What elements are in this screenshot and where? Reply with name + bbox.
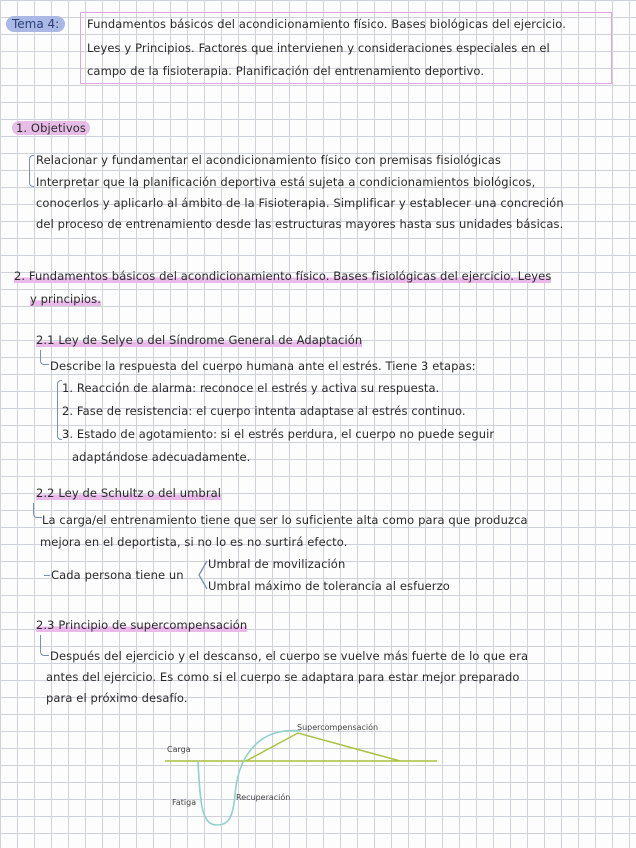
topic-title-line: Fundamentos básicos del acondicionamiento físico. Bases biológicas del ejercicio.: [87, 17, 566, 31]
topic-title-line: campo de la fisioterapia. Planificación del entrenamiento deportivo.: [87, 64, 485, 78]
subsection-heading-selye: 2.1 Ley de Selye o del Síndrome General de Adaptación: [36, 333, 363, 347]
selye-stage-cont: adaptándose adecuadamente.: [72, 450, 251, 464]
selye-stage: 3. Estado de agotamiento: si el estrés perdura, el cuerpo no puede seguir: [62, 427, 495, 441]
objective-line: Relacionar y fundamentar el acondicionamiento físico con premisas fisiológicas: [36, 153, 502, 167]
objective-line: del proceso de entrenamiento desde las estructuras mayores hasta sus unidades básicas.: [36, 217, 564, 231]
selye-stage: 2. Fase de resistencia: el cuerpo intenta adaptase al estrés continuo.: [62, 404, 466, 418]
section-heading-fundamentos-cont: y principios.: [30, 292, 101, 306]
label-recuperacion: Recuperación: [236, 793, 291, 802]
bracket: [29, 155, 34, 187]
dash: [44, 575, 50, 576]
fatigue-recovery-curve: [198, 731, 300, 825]
supercomp-text: para el próximo desafío.: [46, 691, 188, 705]
objective-line: Interpretar que la planificación deportiva está sujeta a condicionamientos biológicos,: [36, 175, 536, 189]
selye-intro: Describe la respuesta del cuerpo humana ante el estrés. Tiene 3 etapas:: [50, 359, 476, 373]
supercomp-text: Después del ejercicio y el descanso, el cuerpo se vuelve más fuerte de lo que era: [50, 649, 529, 663]
schultz-cada: Cada persona tiene un: [51, 568, 184, 582]
supercompensation-diagram: [150, 715, 450, 835]
label-supercompensacion: Supercompensación: [297, 723, 379, 732]
section-heading-fundamentos: 2. Fundamentos básicos del acondicionamiento físico. Bases fisiológicas del ejercicio. Leyes: [14, 269, 552, 283]
connector: [40, 635, 49, 656]
topic-title-line: Leyes y Principios. Factores que intervienen y consideraciones especiales en el: [87, 41, 550, 55]
umbral-item: Umbral máximo de tolerancia al esfuerzo: [208, 579, 450, 593]
umbral-item: Umbral de movilización: [208, 557, 346, 571]
selye-stage: 1. Reacción de alarma: reconoce el estrés y activa su respuesta.: [62, 381, 440, 395]
topic-label: Tema 4:: [6, 16, 65, 32]
subsection-heading-schultz: 2.2 Ley de Schultz o del umbral: [36, 486, 222, 500]
section-heading-objectives: 1. Objetivos: [12, 121, 90, 135]
label-carga: Carga: [167, 745, 191, 754]
label-fatiga: Fatiga: [172, 798, 197, 807]
schultz-text: mejora en el deportista, si no lo es no surtirá efecto.: [40, 535, 348, 549]
schultz-text: La carga/el entrenamiento tiene que ser lo suficiente alta como para que produzca: [42, 513, 528, 527]
supercompensation-triangle: [246, 733, 400, 761]
connector: [40, 350, 49, 365]
subsection-heading-supercompensacion: 2.3 Principio de supercompensación: [36, 618, 248, 632]
objective-line: conocerlos y aplicarlo al ámbito de la Fisioterapia. Simplificar y establecer una concreción: [36, 196, 564, 210]
brace-icon: [196, 558, 208, 592]
connector: [33, 503, 42, 518]
supercomp-text: antes del ejercicio. Es como si el cuerpo se adaptara para estar mejor preparado: [46, 670, 520, 684]
